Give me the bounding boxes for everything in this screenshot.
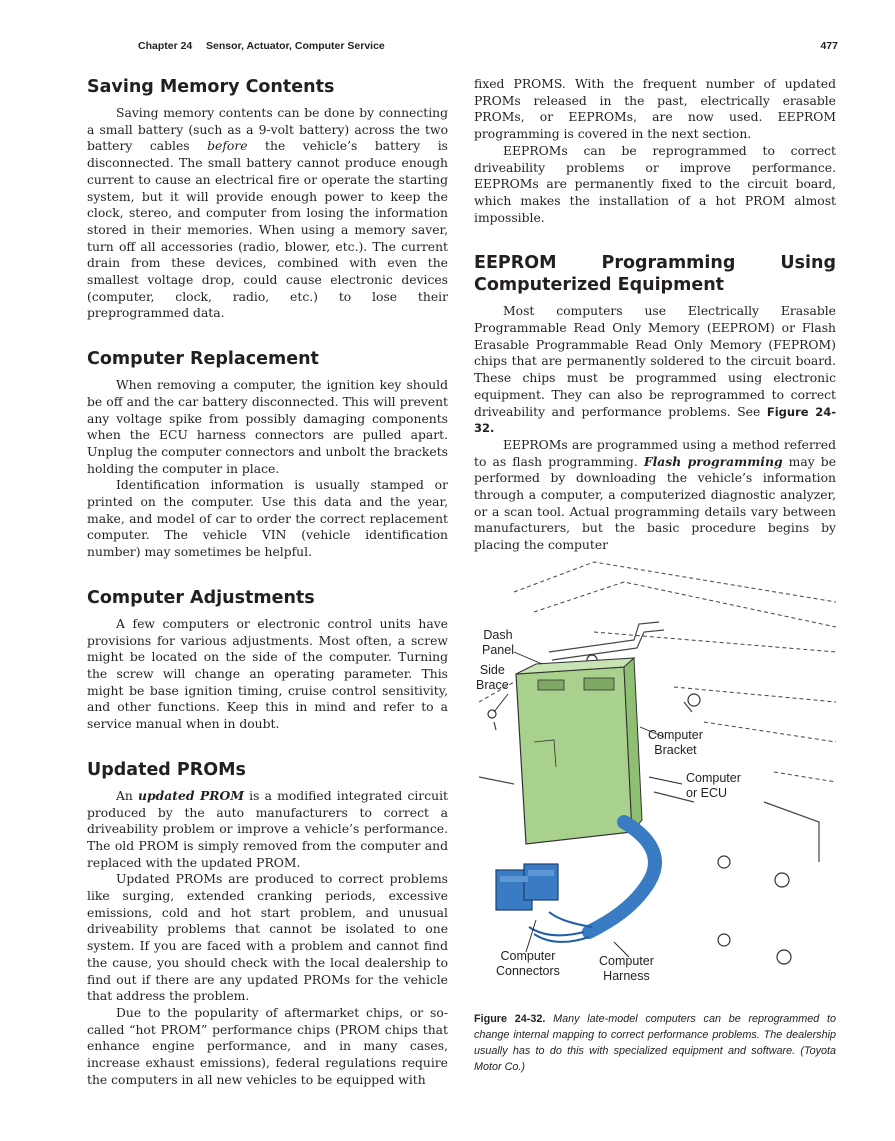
label-computer-ecu-text: Computer or ECU (686, 771, 741, 800)
heading-computer-adjustments: Computer Adjustments (87, 587, 315, 608)
label-computer-bracket (648, 728, 703, 757)
paragraph-replacement-2: Identification information is usually stamped or printed on the computer. Use this data and the year, make, and model of car to order the correct replacement computer. The vehicle VIN (vehicle identification number) may sometimes be helpful. (87, 478, 448, 560)
figure-caption (474, 1011, 836, 1075)
label-side-brace-text: Side Brace (476, 663, 509, 692)
text-run: Most computers use Electrically Erasable Programmable Read Only Memory (EEPROM) or Flash Erasable Programmable Read Only Memory (FEPROM) chips that are permanently soldered to the circuit board. These chips must be programmed using electronic equipment. They can also be reprogrammed to correct driveability and performance problems. See (474, 304, 836, 419)
text-run: EEPROMs are programmed using a method referred to as flash programming. (474, 437, 836, 469)
label-computer-bracket-text: Computer Bracket (648, 728, 703, 757)
figure-reference[interactable]: Figure 24-32. (474, 404, 837, 436)
paragraph-proms-1 (87, 788, 448, 872)
label-side-brace (476, 663, 509, 692)
paragraph-proms-2: Updated PROMs are produced to correct problems like surging, extended cranking periods, excessive emissions, cold and hot start problem, and unusual driveability problems that cannot be isolated to one system. If you are faced with a problem and cannot find the cause, you should check with the local dealership to find out if there are any updated PROMs for the vehicle that address the problem. (87, 872, 448, 1004)
label-computer-harness (599, 954, 654, 983)
label-computer-harness-text: Computer Harness (599, 954, 654, 983)
harness-wires (529, 912, 592, 942)
running-head (138, 40, 838, 56)
emphasis-before: before (207, 139, 248, 154)
chapter-label: Chapter 24 (138, 40, 193, 52)
keyword-updated-prom: updated PROM (138, 787, 244, 803)
heading-eeprom-programming: EEPROM Programming Using Computerized Equipment (474, 253, 836, 296)
text-run: may be performed by downloading the vehicle’s information through a computer, a computerized diagnostic analyzer, or a scan tool. Actual programming details vary between manufacturers, but the basic procedure begins by placing the computer (474, 454, 837, 553)
caption-label: Figure 24-32. (474, 1013, 546, 1025)
left-column (87, 76, 448, 1088)
figure-illustration (474, 552, 836, 1002)
paragraph-adjustments: A few computers or electronic control units have provisions for various adjustments. Most often, a screw might be located on the side of the computer. Turning the screw will change an operating parameter. This might be base ignition timing, cruise control sensitivity, and other functions. Keep this in mind and refer to a service manual when in doubt. (87, 616, 448, 732)
label-computer-connectors (496, 949, 560, 978)
computer-harness (589, 822, 655, 932)
text-run: the vehicle’s battery is disconnected. The small battery cannot produce enough current to cause an electrical fire or operate the starting system, but it will provide enough power to keep the clock, stereo, and computer from losing the information stored in their memories. When using a memory saver, turn off all accessories (radio, blower, etc.). The current drain from these devices, combined with even the smallest voltage drop, could cause electronic devices (computer, clock, radio, etc.) to lose their preprogrammed data. (87, 139, 448, 321)
paragraph-eeprom-2 (474, 437, 836, 554)
text-run: is a modified integrated circuit produced by the auto manufacturers to correct a driveability problem or improve a vehicle’s performance. The old PROM is simply removed from the computer and replaced with the updated PROM. (87, 788, 448, 870)
section-title: Sensor, Actuator, Computer Service (206, 40, 385, 52)
label-computer-ecu (686, 771, 741, 800)
paragraph-proms-3: Due to the popularity of aftermarket chips, or so-called “hot PROM” performance chips (PROM chips that enhance engine performance, and in many cases, increase exhaust emissions), federal regulations require the computers in all new vehicles to be equipped with (87, 1005, 448, 1087)
computer-connectors (496, 864, 558, 910)
heading-saving-memory: Saving Memory Contents (87, 77, 335, 97)
paragraph-continued-2: EEPROMs can be reprogrammed to correct driveability problems or improve performance. EEPROMs are permanently fixed to the circuit board, which makes the installation of a hot PROM almost impossible. (474, 143, 836, 225)
label-dash-panel-text: Dash Panel (482, 628, 514, 657)
text-run: An (116, 788, 139, 803)
heading-updated-proms: Updated PROMs (87, 759, 246, 780)
figure-24-32 (474, 552, 836, 1002)
page-number: 477 (820, 40, 838, 52)
keyword-flash-programming: Flash programming (643, 453, 783, 469)
paragraph-saving-memory (87, 105, 448, 322)
label-dash-panel (482, 628, 514, 657)
label-computer-connectors-text: Computer Connectors (496, 949, 560, 978)
heading-computer-replacement: Computer Replacement (87, 349, 319, 370)
text-run: Saving memory contents can be done by connecting a small battery (such as a 9-volt battery) across the two battery cables (87, 106, 448, 154)
paragraph-replacement-1: When removing a computer, the ignition key should be off and the car battery disconnected. This will prevent any voltage spike from possibly damaging components when the ECU harness connectors are pulled apart. Unplug the computer connectors and unbolt the brackets holding the computer in place. (87, 378, 448, 476)
right-column (474, 76, 836, 554)
paragraph-eeprom-1 (474, 303, 836, 437)
paragraph-continued-1: fixed PROMS. With the frequent number of updated PROMs released in the past, electrically erasable PROMs, or EEPROMs, are now used. EEPROM programming is covered in the next section. (474, 77, 836, 142)
caption-text: Many late-model computers can be reprogrammed to change internal mapping to correct performance problems. The dealership usually has to do this with specialized equipment and software. (Toyota Motor Co.) (474, 1013, 836, 1073)
